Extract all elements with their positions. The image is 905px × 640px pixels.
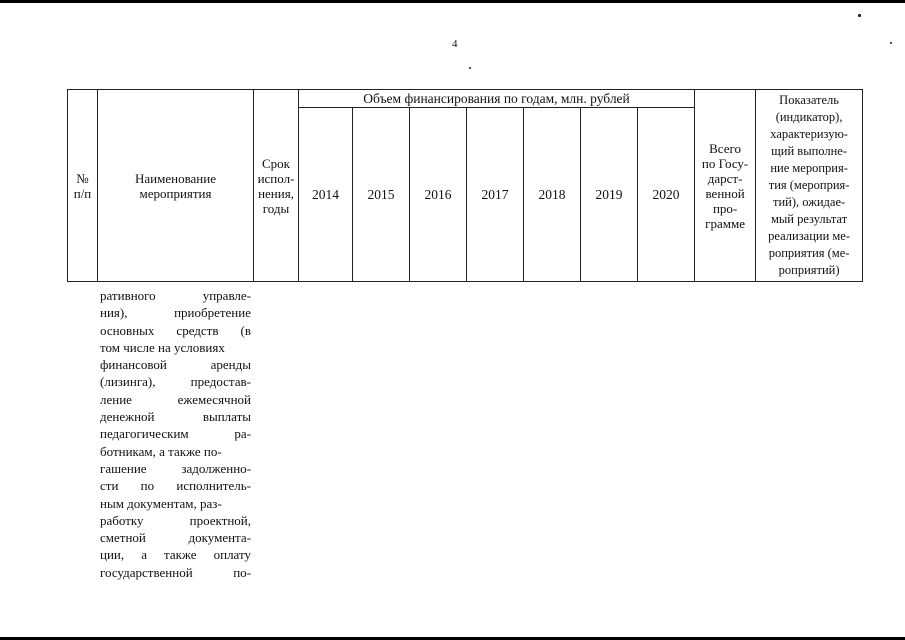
scan-speck	[858, 14, 861, 17]
text-line	[100, 495, 251, 512]
text-word: ния),	[100, 305, 128, 321]
text-word: сметной	[100, 530, 146, 546]
header-line: роприятий)	[778, 263, 840, 277]
text-word: ботникам, а также по-	[100, 443, 222, 459]
text-word: (в	[240, 322, 251, 338]
text-word: сти	[100, 478, 119, 494]
text-word: оплату	[213, 547, 251, 563]
text-word: средств	[176, 322, 219, 338]
text-word: по	[140, 478, 155, 494]
header-line: щий выполне-	[771, 144, 848, 158]
text-word: проектной,	[189, 512, 251, 528]
header-line: годы	[262, 200, 290, 216]
header-line: (индикатор),	[775, 110, 843, 124]
header-year-2019: 2019	[581, 108, 638, 282]
header-line: характеризую-	[770, 127, 848, 141]
header-line: мый результат	[770, 212, 848, 226]
header-line: Наименование	[135, 170, 216, 186]
text-line	[100, 356, 251, 373]
text-word: а	[141, 547, 147, 563]
text-word: аренды	[210, 357, 251, 373]
text-word: задолженно-	[181, 460, 251, 476]
header-year-2018: 2018	[524, 108, 581, 282]
text-word: ление	[100, 391, 132, 407]
text-word: работку	[100, 512, 144, 528]
text-word: денежной	[100, 409, 155, 425]
text-word: ративного	[100, 288, 156, 303]
text-word: также	[164, 547, 197, 563]
page-number: 4	[452, 38, 458, 50]
header-year-2017: 2017	[467, 108, 524, 282]
text-word: основных	[100, 322, 155, 338]
text-word: по-	[233, 564, 251, 580]
header-line: про-	[712, 200, 738, 216]
scan-top-edge	[0, 0, 905, 3]
text-word: ным документам, раз-	[100, 495, 222, 511]
text-line	[100, 425, 251, 442]
text-word: документа-	[188, 530, 251, 546]
header-funding: Объем финансирования по годам, млн. рублей	[299, 90, 695, 108]
header-name	[98, 90, 254, 282]
header-year-2020: 2020	[638, 108, 695, 282]
header-indicator	[756, 90, 863, 282]
text-word: ежемесячной	[177, 391, 251, 407]
header-line: испол-	[257, 170, 295, 186]
text-line	[100, 512, 251, 529]
header-total	[695, 90, 756, 282]
text-line	[100, 304, 251, 321]
text-word: приобретение	[174, 305, 251, 321]
funding-table	[67, 89, 863, 282]
scan-speck	[469, 67, 471, 69]
header-line: п/п	[73, 185, 92, 201]
scan-speck	[890, 42, 892, 44]
header-line: роприятия (ме-	[768, 246, 850, 260]
header-line: нения,	[258, 185, 294, 201]
header-line: Показатель	[779, 93, 839, 107]
text-line	[100, 408, 251, 425]
header-line: тия (мероприя-	[768, 178, 850, 192]
text-line	[100, 322, 251, 339]
text-line	[100, 477, 251, 494]
header-line: реализации ме-	[768, 229, 851, 243]
header-line: грамме	[705, 215, 745, 231]
text-word: педагогическим	[100, 426, 189, 442]
text-line	[100, 373, 251, 390]
text-word: государственной	[100, 564, 193, 580]
text-word: том числе на условиях	[100, 339, 225, 355]
header-line: мероприятия	[139, 185, 212, 201]
header-year-2016: 2016	[410, 108, 467, 282]
text-line	[100, 546, 251, 563]
header-line: Срок	[262, 155, 290, 171]
header-line: дарст-	[707, 170, 743, 186]
text-line	[100, 460, 251, 477]
text-word: гашение	[100, 460, 147, 476]
text-line	[100, 443, 251, 460]
header-year-2014: 2014	[299, 108, 353, 282]
text-word: исполнитель-	[176, 478, 251, 494]
header-line: тий), ожидае-	[773, 195, 846, 209]
header-number	[68, 90, 98, 282]
text-line	[100, 287, 251, 304]
text-word: предостав-	[190, 374, 251, 390]
text-word: выплаты	[202, 409, 251, 425]
continuation-text	[100, 287, 251, 581]
text-word: (лизинга),	[100, 374, 156, 390]
header-year-2015: 2015	[353, 108, 410, 282]
text-line	[100, 391, 251, 408]
text-word: ции,	[100, 547, 125, 563]
header-term	[254, 90, 299, 282]
text-line	[100, 339, 251, 356]
text-line	[100, 529, 251, 546]
text-word: управле-	[202, 288, 251, 303]
header-line: Всего	[709, 140, 742, 156]
text-word: финансовой	[100, 357, 167, 373]
text-word: ра-	[234, 426, 251, 442]
header-line: по Госу-	[701, 155, 749, 171]
text-line	[100, 564, 251, 581]
header-line: ние мероприя-	[770, 161, 848, 175]
header-line: венной	[705, 185, 745, 201]
header-line: №	[76, 170, 89, 186]
